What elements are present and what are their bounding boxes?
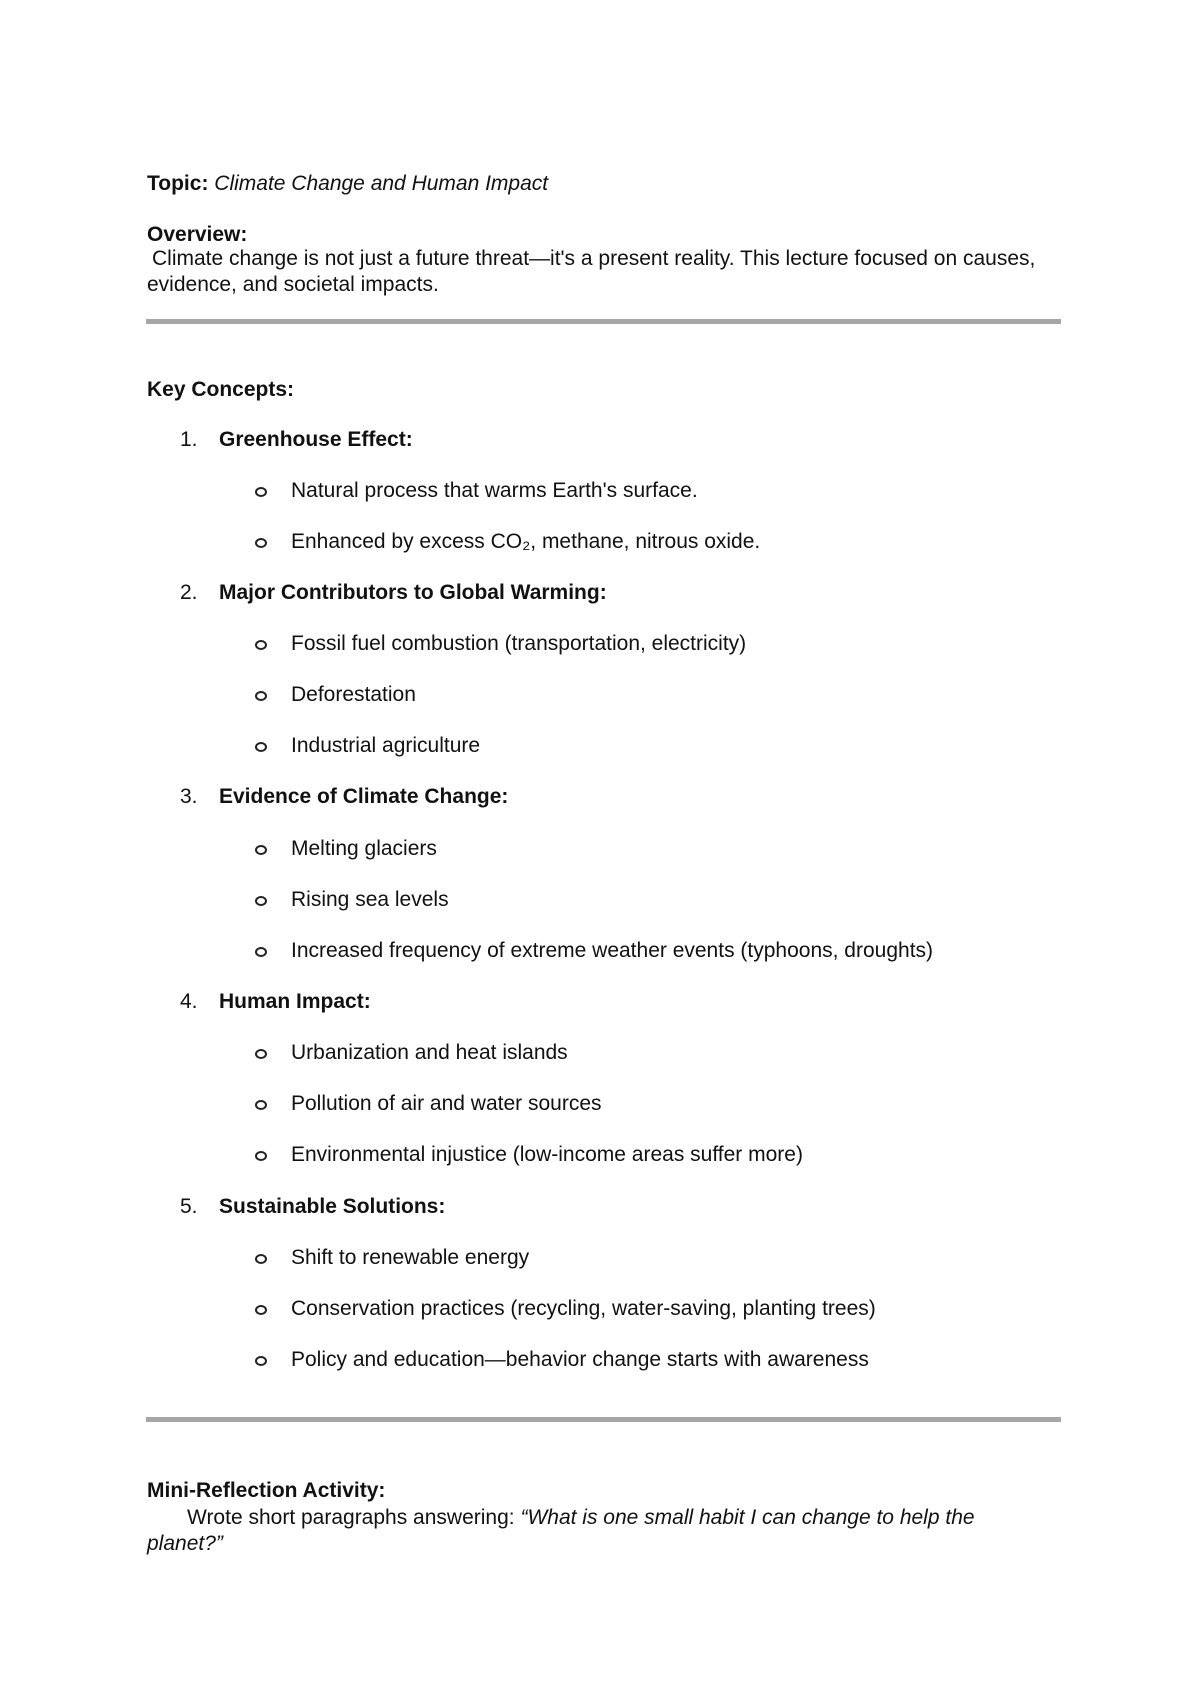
reflection-intro: Wrote short paragraphs answering:	[187, 1506, 521, 1529]
horizontal-divider	[146, 319, 1061, 324]
key-concepts-heading: Key Concepts:	[147, 378, 295, 401]
concept-number: 1.	[180, 428, 198, 451]
concept-number: 3.	[180, 785, 198, 808]
topic-line	[147, 171, 548, 197]
circle-bullet-icon	[255, 1254, 267, 1264]
circle-bullet-icon	[255, 538, 267, 548]
circle-bullet-icon	[255, 947, 267, 957]
topic-value: Climate Change and Human Impact	[214, 172, 549, 195]
circle-bullet-icon	[255, 640, 267, 650]
concept-item	[180, 427, 413, 453]
concept-title: Major Contributors to Global Warming:	[219, 581, 607, 604]
bullet-text: Enhanced by excess CO₂, methane, nitrous oxide.	[291, 530, 761, 553]
circle-bullet-icon	[255, 896, 267, 906]
bullet-text: Urbanization and heat islands	[291, 1041, 568, 1064]
circle-bullet-icon	[255, 1049, 267, 1059]
bullet-text: Increased frequency of extreme weather events (typhoons, droughts)	[291, 939, 934, 962]
circle-bullet-icon	[255, 487, 267, 497]
reflection-heading: Mini-Reflection Activity:	[147, 1479, 386, 1502]
concept-title: Evidence of Climate Change:	[219, 785, 509, 808]
bullet-text: Deforestation	[291, 683, 416, 706]
bullet-text: Fossil fuel combustion (transportation, electricity)	[291, 632, 747, 655]
concept-item	[180, 989, 371, 1015]
circle-bullet-icon	[255, 742, 267, 752]
circle-bullet-icon	[255, 691, 267, 701]
circle-bullet-icon	[255, 1356, 267, 1366]
bullet-text: Environmental injustice (low-income areas suffer more)	[291, 1143, 803, 1166]
overview-text: Climate change is not just a future threat—it's a present reality. This lecture focused on causes, evidence, and societal impacts.	[147, 247, 1036, 296]
circle-bullet-icon	[255, 1100, 267, 1110]
concept-title: Sustainable Solutions:	[219, 1195, 446, 1218]
bullet-text: Shift to renewable energy	[291, 1246, 530, 1269]
bullet-text: Industrial agriculture	[291, 734, 481, 757]
circle-bullet-icon	[255, 1305, 267, 1315]
bullet-text: Natural process that warms Earth's surface.	[291, 479, 698, 502]
circle-bullet-icon	[255, 845, 267, 855]
circle-bullet-icon	[255, 1151, 267, 1161]
concept-number: 4.	[180, 990, 198, 1013]
bullet-text: Rising sea levels	[291, 888, 449, 911]
concept-number: 2.	[180, 581, 198, 604]
concept-item	[180, 784, 508, 810]
overview-heading: Overview:	[147, 223, 248, 246]
concept-item	[180, 580, 607, 606]
concept-number: 5.	[180, 1195, 198, 1218]
concept-title: Greenhouse Effect:	[219, 428, 413, 451]
topic-label: Topic:	[147, 172, 209, 195]
reflection-text	[147, 1505, 1047, 1557]
reflection-question: “What is one small habit I can change to help the planet?”	[147, 1506, 975, 1555]
concept-title: Human Impact:	[219, 990, 371, 1013]
bullet-text: Melting glaciers	[291, 837, 437, 860]
concept-item	[180, 1194, 445, 1220]
bullet-text: Pollution of air and water sources	[291, 1092, 602, 1115]
bullet-text: Policy and education—behavior change starts with awareness	[291, 1348, 869, 1371]
horizontal-divider	[146, 1417, 1061, 1422]
bullet-text: Conservation practices (recycling, water-saving, planting trees)	[291, 1297, 876, 1320]
